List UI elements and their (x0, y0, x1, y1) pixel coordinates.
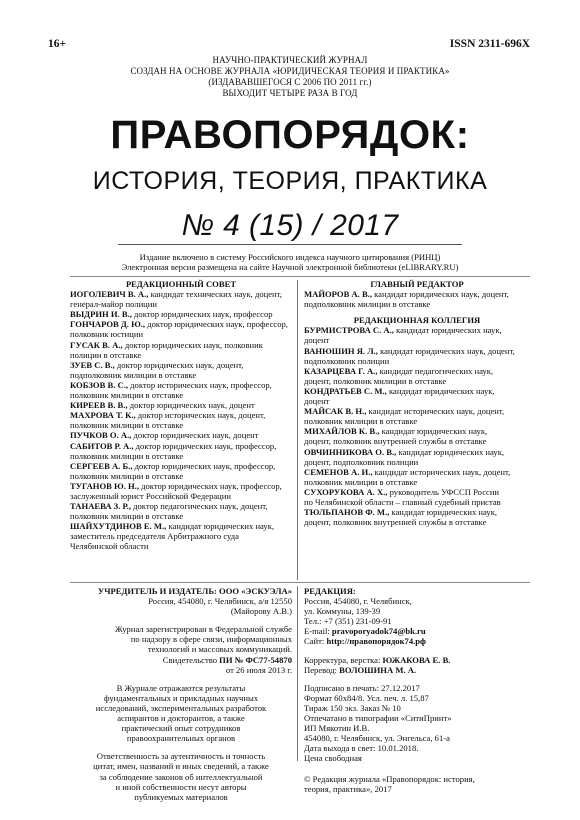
publisher-address: (Майорову А.В.) (230, 606, 292, 617)
section-heading: ГЛАВНЫЙ РЕДАКТОР (370, 279, 464, 289)
responsibility-line: за соблюдение законов об интеллектуальной (99, 771, 263, 782)
scope-line: исследований, экспериментальных разработок (95, 702, 267, 713)
council-member: МАХРОВА Т. К., доктор исторических наук, доцент, полковник милиции в отставке (70, 410, 266, 431)
journal-subtitle: ИСТОРИЯ, ТЕОРИЯ, ПРАКТИКА (92, 167, 488, 195)
editorial-office (304, 586, 530, 794)
description-line: ВЫХОДИТ ЧЕТЫРЕ РАЗА В ГОД (222, 88, 358, 98)
responsibility-line: цитат, имен, названий и иных сведений, а также (93, 761, 269, 772)
council-member: ГОНЧАРОВ Д. Ю., доктор юридических наук, профессор, полковник юстиции (70, 319, 288, 340)
indexing-line: Издание включено в систему Российского индекса научного цитирования (РИНЦ) (139, 252, 441, 262)
age-rating: 16+ (48, 38, 67, 50)
registration-line: по надзору в сфере связи, информационных (130, 634, 292, 645)
council-member: ИОГОЛЕВИЧ В. А., кандидат технических наук, доцент, генерал-майор полиции (70, 289, 282, 310)
issue-number: № 4 (15) / 2017 (181, 209, 399, 242)
council-member: КОБЗОВ В. С., доктор исторических наук, профессор, полковник милиции в отставке (70, 379, 272, 401)
section-heading: РЕДАКЦИОННЫЙ СОВЕТ (125, 279, 237, 289)
email-link[interactable]: pravoporyadok74@bk.ru (331, 626, 426, 637)
editorial-council (70, 279, 292, 552)
section-heading: РЕДАКЦИОННАЯ КОЛЛЕГИЯ (353, 315, 481, 326)
scope-line: аспирантов и докторантов, а также (117, 713, 245, 724)
scope-line: правоохранительных органов (126, 733, 236, 744)
journal-description (0, 55, 580, 99)
editorial-address: ул. Коммуны, 139-39 (304, 606, 381, 617)
copyright-line: теория, практика», 2017 (304, 783, 392, 794)
editorial-email: E-mail: pravoporyadok74@bk.ru (304, 626, 426, 637)
column-divider (297, 280, 298, 580)
editorial-phone: Тел.: +7 (351) 231-09-91 (304, 616, 392, 627)
scope-line: В Журнале отражаются результаты (116, 682, 246, 693)
council-member: КИРЕЕВ В. В., доктор юридических наук, доцент (70, 400, 255, 411)
scope-line: практический опыт сотрудников (121, 723, 241, 734)
print-line: Тираж 150 экз. Заказ № 10 (304, 702, 401, 713)
print-line: Дата выхода в свет: 10.01.2018. (304, 743, 419, 754)
print-line: Цена свободная (304, 753, 362, 764)
board-member: МИХАЙЛОВ К. В., кандидат юридических наук, доцент, полковник внутренней службы в отставке (304, 426, 488, 447)
board-member: МАЙСАК В. Н., кандидат исторических наук, доцент, полковник милиции в отставке (304, 406, 505, 427)
scope-line: фундаментальных и прикладных научных (103, 692, 259, 703)
board-member: СЕМЕНОВ А. И., кандидат исторических наук, доцент, полковник милиции в отставке (304, 466, 511, 487)
print-line: ИП Мякотин И.В. (304, 723, 370, 734)
journal-title: ПРАВОПОРЯДОК: (110, 113, 470, 157)
editorial-board (304, 279, 530, 527)
registration-line: технологий и массовых коммуникаций. (147, 644, 292, 655)
chief-editor: МАЙОРОВ А. В., кандидат юридических наук, доцент, подполковник милиции в отставке (304, 289, 509, 310)
column-divider (297, 586, 298, 761)
indexing-line: Электронная версия размещена на сайте Научной электронной библиотеки (eLIBRARY.RU) (121, 262, 459, 272)
board-member: КАЗАРЦЕВА Г. А., кандидат педагогических наук, доцент, полковник милиции в отставке (304, 365, 494, 386)
description-line: НАУЧНО-ПРАКТИЧЕСКИЙ ЖУРНАЛ (212, 55, 368, 65)
council-member: ТАНАЕВА З. Р., доктор педагогических наук, доцент, полковник милиции в отставке (70, 501, 268, 522)
description-line: (ИЗДАВАВШЕГОСЯ С 2006 ПО 2011 гг.) (208, 77, 372, 87)
registration-line: Свидетельство ПИ № ФС77-54870 (162, 654, 292, 665)
publisher-heading: УЧРЕДИТЕЛЬ И ИЗДАТЕЛЬ: ООО «ЭСКУЭЛА» (97, 586, 292, 596)
council-member: САБИТОВ Р. А., доктор юридических наук, профессор, полковник милиции в отставке (70, 440, 277, 461)
divider (118, 244, 462, 245)
registration-line: Журнал зарегистрирован в Федеральной службе (114, 624, 292, 635)
copyright-line: © Редакция журнала «Правопорядок: история, (304, 773, 475, 784)
indexing-note (0, 252, 580, 272)
site-link[interactable]: http://правопорядок74.рф (326, 636, 427, 647)
divider (70, 276, 530, 277)
editorial-site: Сайт: http://правопорядок74.рф (304, 636, 427, 647)
board-member: КОНДРАТЬЕВ С. М., кандидат юридических наук, доцент (304, 385, 495, 407)
council-member: ПУЧКОВ О. А., доктор юридических наук, доцент (70, 430, 259, 441)
issn-number: ISSN 2311-696X (449, 38, 530, 50)
board-member: ТЮЛЬПАНОВ Ф. М., кандидат юридических наук, доцент, полковник внутренней службы в отставке (304, 507, 498, 528)
print-line: Подписано в печать: 27.12.2017 (304, 682, 420, 693)
council-member: ТУГАНОВ Ю. Н., доктор юридических наук, профессор, заслуженный юрист Российской Федерации (70, 480, 282, 501)
board-member: ОВЧИННИКОВА О. В., кандидат юридических наук, доцент, подполковник полиции (304, 446, 505, 467)
registration-line: от 26 июля 2013 г. (225, 664, 292, 675)
council-member: ВЫДРИН И. В., доктор юридических наук, профессор (70, 309, 273, 320)
council-member: ШАЙХУТДИНОВ Е. М., кандидат юридических наук, заместитель председателя Арбитражного суда Челябинской области (70, 521, 275, 552)
divider (70, 582, 530, 583)
description-line: СОЗДАН НА ОСНОВЕ ЖУРНАЛА «ЮРИДИЧЕСКАЯ ТЕОРИЯ И ПРАКТИКА» (130, 66, 450, 76)
board-member: ВАНЮШИН Я. Л., кандидат юридических наук, доцент, подполковник полиции (304, 345, 515, 366)
council-member: ГУСАК В. А., доктор юридических наук, полковник полиции в отставке (70, 339, 263, 360)
print-line: Формат 60х84/8. Усл. печ. л. 15,87 (304, 692, 429, 703)
responsibility-line: и иной собственности несут авторы (115, 781, 247, 792)
council-member: ЗУЕВ С. В., доктор юридических наук, доцент, подполковник милиции в отставке (70, 359, 244, 380)
editorial-address: Россия, 454080, г. Челябинск, (304, 596, 412, 607)
proofreading-line: Корректура, верстка: ЮЖАКОВА Е. В. (304, 654, 451, 665)
publisher-address: Россия, 454080, г. Челябинск, а/я 12550 (148, 596, 292, 607)
council-member: СЕРГЕЕВ А. Б., доктор юридических наук, профессор, полковник милиции в отставке (70, 460, 276, 481)
translation-line: Перевод: ВОЛОШИНА М. А. (304, 664, 417, 675)
board-member: СУХОРУКОВА А. Х., руководитель УФССП России по Челябинской области – главный судебный пристав (304, 486, 501, 507)
print-line: 454080, г. Челябинск, ул. Энгельса, 61-а (304, 733, 450, 744)
publisher-info (70, 586, 292, 802)
print-line: Отпечатано в типографии «СитиПринт» (304, 713, 452, 724)
responsibility-line: публикуемых материалов (134, 791, 228, 802)
responsibility-line: Ответственность за аутентичность и точность (96, 751, 266, 762)
editorial-heading: РЕДАКЦИЯ: (304, 586, 356, 596)
board-member: БУРМИСТРОВА С. А., кандидат юридических наук, доцент (304, 325, 502, 346)
